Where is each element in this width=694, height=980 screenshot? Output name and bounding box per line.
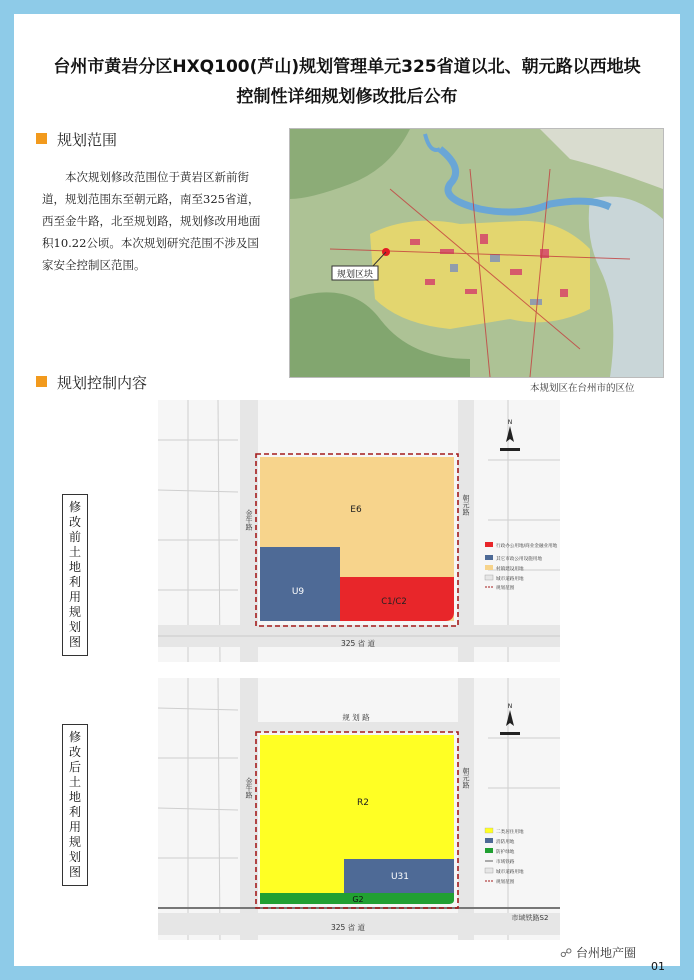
legend-item: 规划范围 — [496, 880, 515, 885]
section-control-heading — [36, 372, 147, 393]
parcel-u9-label: U9 — [291, 587, 305, 597]
parcel-u31-label: U31 — [390, 872, 410, 882]
title-line-1: 台州市黄岩分区HXQ100(芦山)规划管理单元325省道以北、朝元路以西地块 — [53, 57, 641, 77]
intro-paragraph: 本次规划修改范围位于黄岩区新前街道，规划范围东至朝元路，南至325省道，西至金牛路，北至规划路，规划修改用地面积10.22公顷。本次规划研究范围不涉及国家安全控制区范围。 — [42, 170, 261, 272]
legend-item: 城市道路用地 — [496, 870, 524, 875]
rail-s2-label: 市域铁路S2 — [511, 914, 549, 922]
road-jinniu-label: 金牛路 — [245, 777, 253, 799]
road-jinniu-label: 金牛路 — [245, 509, 253, 531]
footer-brand-text: 台州地产圈 — [575, 946, 636, 960]
legend-item: 规划范围 — [496, 586, 515, 591]
road-chaoyuan-label: 朝元路 — [462, 767, 470, 789]
bullet-square-icon — [36, 376, 47, 387]
svg-text:N: N — [507, 703, 513, 710]
title-line-2: 控制性详细规划修改批后公布 — [236, 87, 458, 107]
legend-item: 行政办公用地/商业金融业用地 — [496, 544, 558, 549]
road-325-label: 325 省 道 — [330, 923, 366, 932]
wechat-icon: ☍ — [560, 946, 573, 960]
section-scope-title: 规划范围 — [57, 131, 118, 149]
legend-item: 消防用地 — [496, 840, 515, 845]
parcel-g2-label: G2 — [352, 895, 364, 904]
road-plan-label: 规 划 路 — [342, 713, 370, 722]
svg-text:N: N — [507, 419, 513, 426]
legend-item: 防护绿地 — [496, 850, 515, 855]
map-marker-label: 规划区块 — [336, 270, 374, 280]
legend-item: 其它市政公用设施用地 — [496, 557, 542, 562]
poster-sheet — [14, 14, 680, 966]
label-before-plan: 修改前土地利用规划图 — [62, 494, 88, 656]
location-map — [289, 128, 664, 378]
legend-item: 二类居住用地 — [496, 830, 524, 835]
map-caption: 本规划区在台州市的区位 — [530, 383, 635, 394]
legend-item: 村镇建设用地 — [496, 567, 524, 572]
plan-after-map — [158, 678, 560, 940]
label-after-plan: 修改后土地利用规划图 — [62, 724, 88, 886]
section-scope-heading — [36, 129, 117, 150]
parcel-e6-label: E6 — [350, 505, 362, 515]
footer-brand — [560, 944, 636, 961]
parcel-c1c2-label: C1/C2 — [381, 597, 407, 607]
legend-item: 市域铁路 — [496, 860, 515, 865]
road-chaoyuan-label: 朝元路 — [462, 494, 470, 516]
bullet-square-icon — [36, 133, 47, 144]
parcel-r2-label: R2 — [357, 798, 369, 808]
page-title — [14, 52, 680, 112]
plan-before-map — [158, 400, 560, 662]
road-325-label: 325 省 道 — [340, 639, 376, 648]
page-number: 01 — [651, 960, 665, 973]
legend-item: 城市道路用地 — [496, 577, 524, 582]
section-control-title: 规划控制内容 — [57, 374, 148, 392]
